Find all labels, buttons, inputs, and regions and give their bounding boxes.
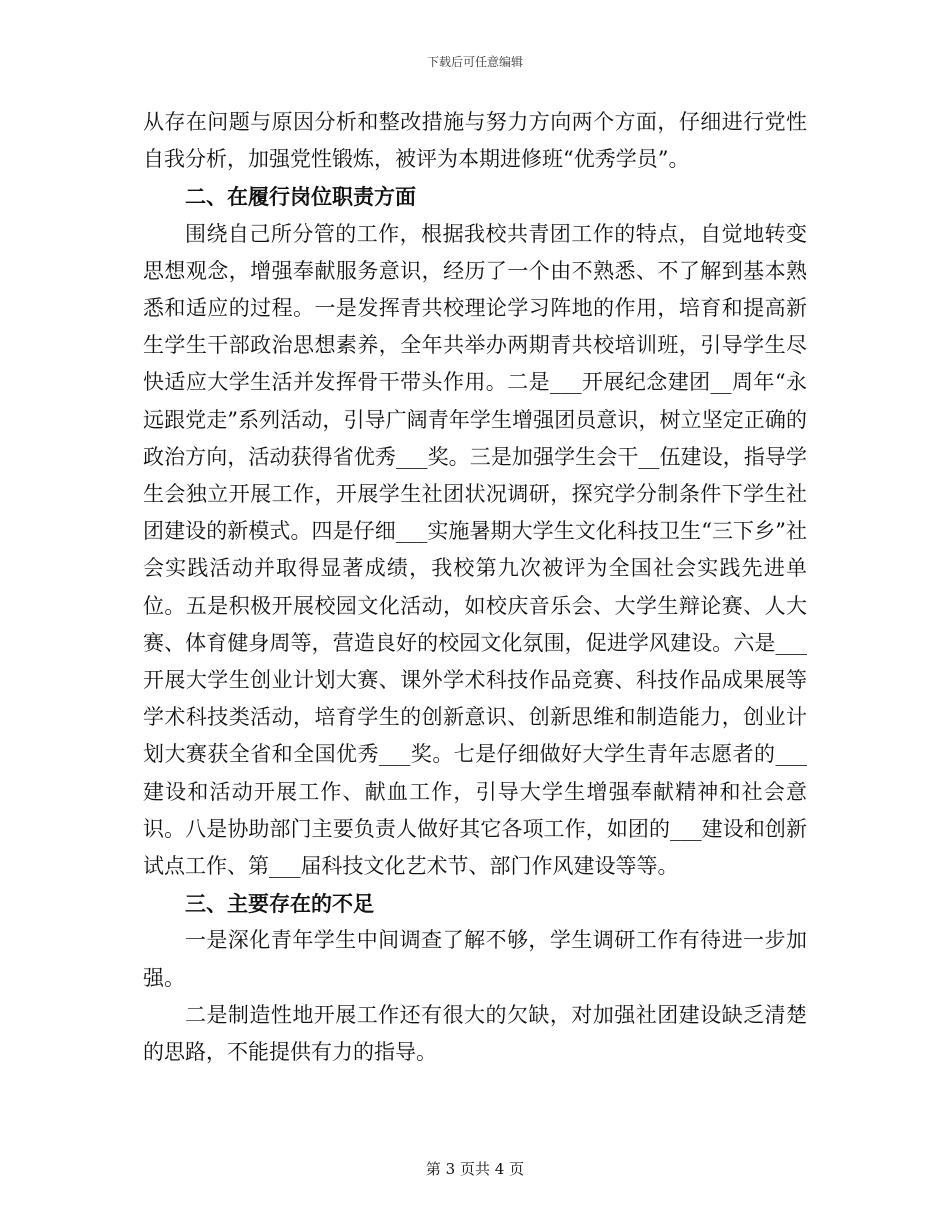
page-number: 第 3 页共 4 页 xyxy=(425,1160,525,1178)
section-heading-shortcomings: 三、主要存在的不足 xyxy=(185,891,374,917)
paragraph-continued: 从存在问题与原因分析和整改措施与努力方向两个方面，仔细进行党性自我分析，加强党性锻炼，被评为本期进修班“优秀学员”。 xyxy=(143,110,807,172)
paragraph-duties: 围绕自己所分管的工作，根据我校共青团工作的特点，自觉地转变思想观念，增强奉献服务意识，经历了一个由不熟悉、不了解到基本熟悉和适应的过程。一是发挥青共校理论学习阵地的作用，培育和提高新生学生干部政治思想素养，全年共举办两期青共校培训班，引导学生尽快适应大学生活并发挥骨干带头作用。二是___开展纪念建团__周年“永远跟党走”系列活动，引导广阔青年学生增强团员意识，树立坚定正确的政治方向，活动获得省优秀___奖。三是加强学生会干__伍建设，指导学生会独立开展工作，开展学生社团状况调研，探究学分制条件下学生社团建设的新模式。四是仔细___实施暑期大学生文化科技卫生“三下乡”社会实践活动并取得显著成绩，我校第九次被评为全国社会实践先进单位。五是积极开展校园文化活动，如校庆音乐会、大学生辩论赛、人大赛、体育健身周等，营造良好的校园文化氛围，促进学风建设。六是___开展大学生创业计划大赛、课外学术科技作品竞赛、科技作品成果展等学术科技类活动，培育学生的创新意识、创新思维和制造能力，创业计划大赛获全省和全国优秀___奖。七是仔细做好大学生青年志愿者的___建设和活动开展工作、献血工作，引导大学生增强奉献精神和社会意识。八是协助部门主要负责人做好其它各项工作，如团的___建设和创新试点工作、第___届科技文化艺术节、部门作风建设等等。 xyxy=(143,221,807,879)
document-body xyxy=(143,104,807,1071)
paragraph-shortcoming-1: 一是深化青年学生中间调查了解不够，学生调研工作有待进一步加强。 xyxy=(143,928,807,990)
page-header: 下载后可任意编辑 xyxy=(426,55,523,69)
section-heading-duties: 二、在履行岗位职责方面 xyxy=(185,184,416,210)
paragraph-shortcoming-2: 二是制造性地开展工作还有很大的欠缺，对加强社团建设缺乏清楚的思路，不能提供有力的指导。 xyxy=(143,1002,807,1065)
